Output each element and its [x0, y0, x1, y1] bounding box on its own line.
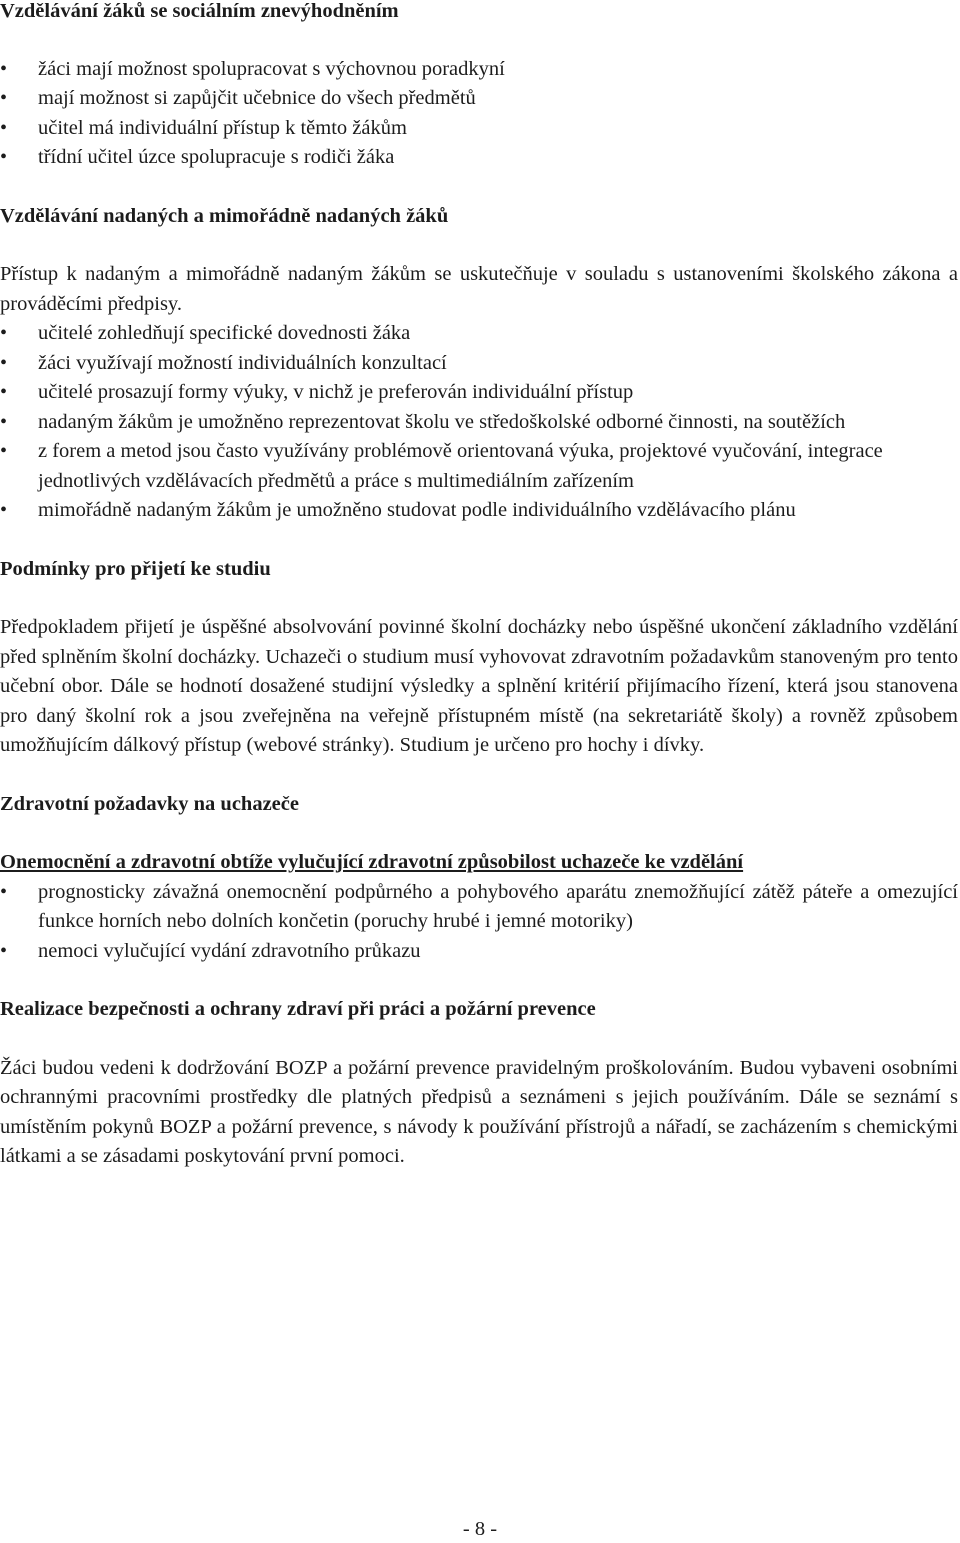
list-health [0, 878, 958, 967]
bullet-icon: • [0, 410, 8, 433]
heading-admission: Podmínky pro přijetí ke studiu [0, 557, 271, 580]
heading-social-disadvantage: Vzdělávání žáků se sociálním znevýhodněním [0, 0, 399, 22]
list-item: • žáci mají možnost spolupracovat s výchovnou poradkyní [0, 55, 958, 85]
bullet-icon: • [0, 87, 8, 109]
list-gifted [0, 319, 958, 526]
list-item: • prognosticky závažná onemocnění podpůrného a pohybového aparátu znemožňující zátěž páteře a omezující funkce horních nebo dolních končetin (poruchy hrubé i jemné motoriky) [0, 878, 958, 937]
list-item: • mají možnost si zapůjčit učebnice do všech předmětů [0, 84, 958, 114]
bullet-icon: • [0, 116, 8, 139]
bullet-icon: • [0, 440, 8, 462]
list-social [0, 55, 958, 173]
list-item: • žáci využívají možností individuálních konzultací [0, 349, 958, 379]
list-item: • třídní učitel úzce spolupracuje s rodiči žáka [0, 143, 958, 173]
list-item: • z forem a metod jsou často využívány problémově orientovaná výuka, projektové vyučování, integrace jednotlivých vzdělávacích předmětů a práce s multimediálním zařízením [0, 437, 958, 496]
heading-safety: Realizace bezpečnosti a ochrany zdraví při práci a požární prevence [0, 998, 596, 1020]
bullet-icon: • [0, 146, 8, 168]
admission-text: Předpokladem přijetí je úspěšné absolvování povinné školní docházky nebo úspěšné ukončení základního vzdělání před splněním školní docházky. Uchazeči o studium musí vyhovovat zdravotním požadavkům stanoveným pro tento učební obor. Dále se hodnotí dosažené studijní výsledky a splnění kritérií přijímacího řízení, která jsou stanovena pro daný školní rok a jsou zveřejněna na veřejně přístupném místě (na sekretariátě školy) a rovněž způsobem umožňujícím dálkový přístup (webové stránky). Studium je určeno pro hochy i dívky. [0, 616, 958, 756]
bullet-icon: • [0, 939, 8, 962]
list-item: • mimořádně nadaným žákům je umožněno studovat podle individuálního vzdělávacího plánu [0, 496, 958, 526]
list-item: • učitelé prosazují formy výuky, v nichž je preferován individuální přístup [0, 378, 958, 408]
bullet-icon: • [0, 57, 8, 80]
bullet-icon: • [0, 499, 8, 521]
list-item: • učitelé zohledňují specifické dovednosti žáka [0, 319, 958, 349]
bullet-icon: • [0, 322, 8, 344]
bullet-icon: • [0, 381, 8, 403]
page-number: - 8 - [462, 1518, 498, 1540]
list-item: • nemoci vylučující vydání zdravotního průkazu [0, 937, 958, 967]
gifted-intro: Přístup k nadaným a mimořádně nadaným žákům se uskutečňuje v souladu s ustanoveními školského zákona a prováděcími předpisy. [0, 263, 958, 315]
heading-health-requirements: Zdravotní požadavky na uchazeče [0, 792, 299, 815]
subheading-health-conditions: Onemocnění a zdravotní obtíže vylučující zdravotní způsobilost uchazeče ke vzdělání [0, 851, 744, 873]
heading-gifted-students: Vzdělávání nadaných a mimořádně nadaných žáků [0, 204, 449, 227]
bullet-icon: • [0, 351, 8, 374]
list-item: • učitel má individuální přístup k těmto žákům [0, 114, 958, 144]
bullet-icon: • [0, 880, 8, 903]
safety-text: Žáci budou vedeni k dodržování BOZP a požární prevence pravidelným proškolováním. Budou vybaveni osobními ochrannými pracovními prostředky dle platných předpisů a seznámeni s jejich používáním. Dále se seznámí s umístěním pokynů BOZP a požární prevence, s návody k používání přístrojů a nářadí, se zacházením s chemickými látkami a se zásadami poskytování první pomoci. [0, 1056, 958, 1167]
list-item: • nadaným žákům je umožněno reprezentovat školu ve středoškolské odborné činnosti, na soutěžích [0, 408, 958, 438]
